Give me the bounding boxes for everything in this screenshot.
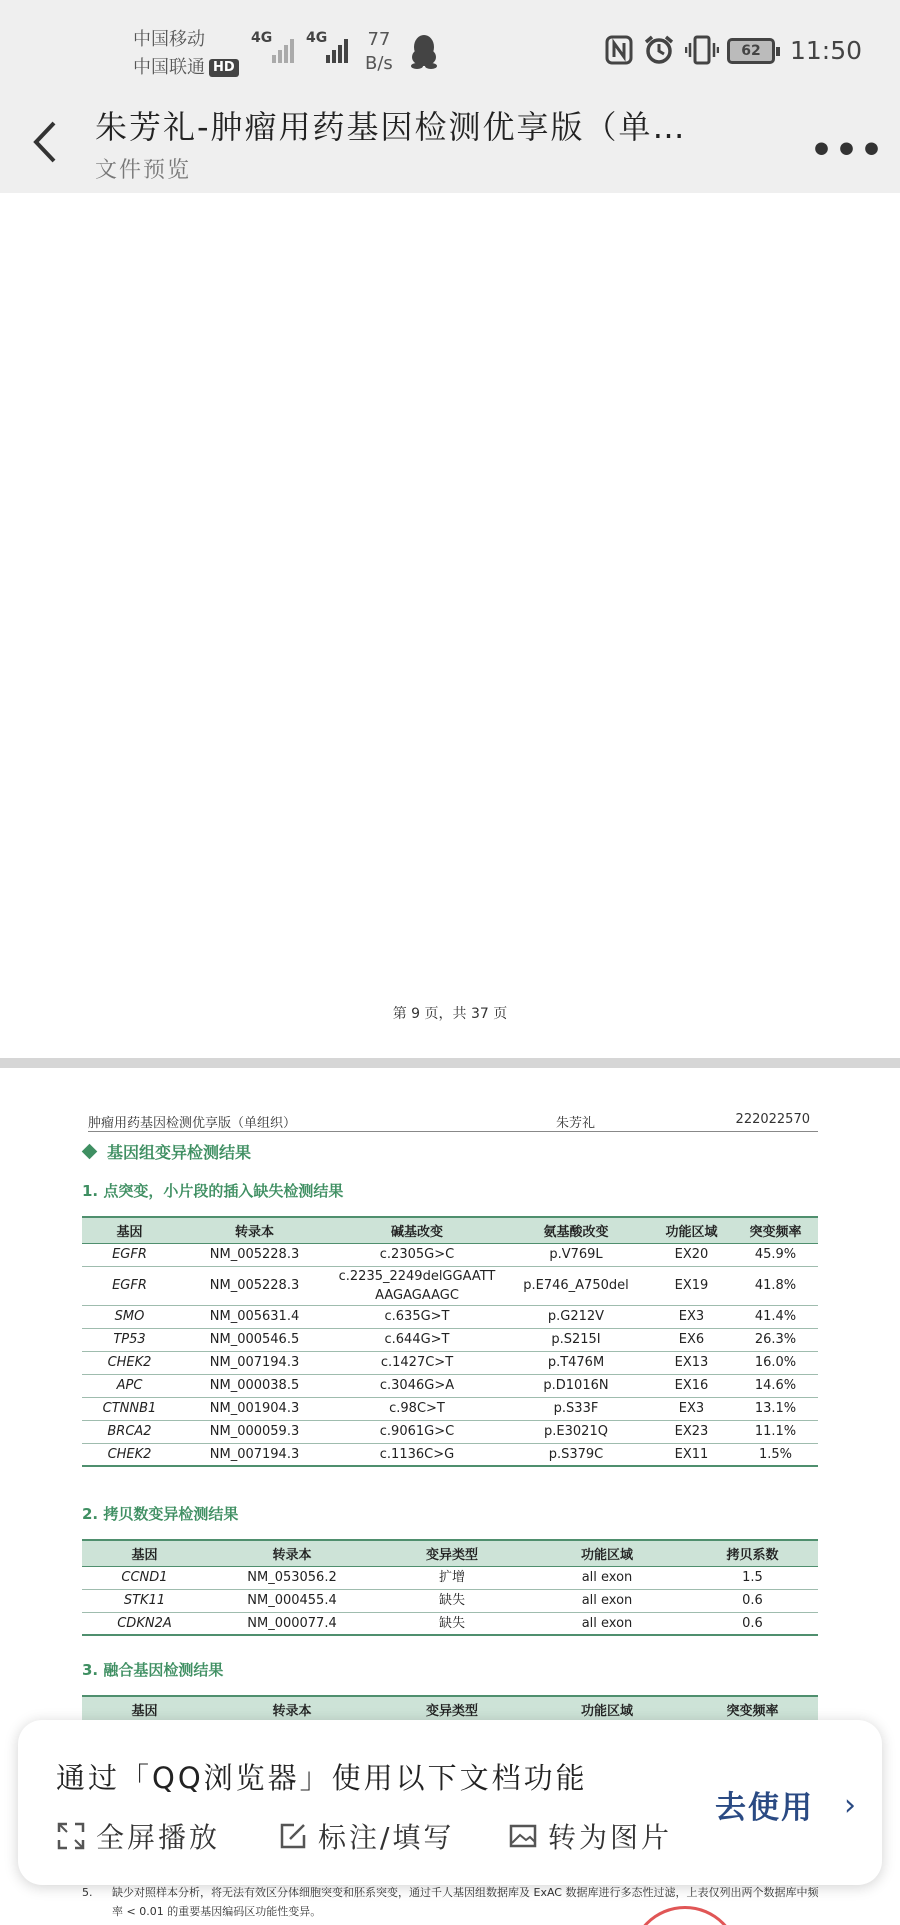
table-cell: NM_005228.3 bbox=[177, 1266, 332, 1305]
page-separator bbox=[0, 1058, 900, 1068]
column-header: 功能区域 bbox=[527, 1540, 687, 1566]
table-cell: c.2235_2249delGGAATT AAGAGAAGC bbox=[332, 1266, 502, 1305]
table-cell: c.1427C>T bbox=[332, 1351, 502, 1374]
gene-cell: CCND1 bbox=[82, 1566, 207, 1589]
table-cell: 0.6 bbox=[687, 1589, 818, 1612]
gene-cell: CTNNB1 bbox=[82, 1397, 177, 1420]
table-cell: 缺失 bbox=[377, 1589, 527, 1612]
fullscreen-icon bbox=[56, 1821, 86, 1851]
table-row bbox=[82, 1443, 818, 1466]
table-cell: p.V769L bbox=[502, 1243, 650, 1266]
column-header: 基因 bbox=[82, 1217, 177, 1243]
table-cell: p.S33F bbox=[502, 1397, 650, 1420]
image-icon bbox=[508, 1821, 538, 1851]
table-cell: p.S379C bbox=[502, 1443, 650, 1466]
carrier-1: 中国移动 bbox=[133, 29, 205, 50]
fusion-table bbox=[82, 1695, 818, 1723]
clock: 11:50 bbox=[790, 36, 863, 65]
table-cell: c.635G>T bbox=[332, 1305, 502, 1328]
gene-cell: SMO bbox=[82, 1305, 177, 1328]
speed-unit: B/s bbox=[365, 53, 393, 74]
battery-indicator: 62 bbox=[727, 38, 775, 64]
fusion-title: 3. 融合基因检测结果 bbox=[82, 1661, 224, 1679]
table-row bbox=[82, 1351, 818, 1374]
table-cell: 41.4% bbox=[733, 1305, 818, 1328]
table-row bbox=[82, 1420, 818, 1443]
footnote-text: 缺少对照样本分析，将无法有效区分体细胞突变和胚系突变，通过千人基因组数据库及 ExAC 数据库进行多态性过滤，上表仅列出两个数据库中频率 < 0.01 的重要基因编码区功能性变异。 bbox=[112, 1886, 819, 1918]
table-cell: 41.8% bbox=[733, 1266, 818, 1305]
gene-cell: APC bbox=[82, 1374, 177, 1397]
table-cell: NM_000038.5 bbox=[177, 1374, 332, 1397]
document-subtitle: 文件预览 bbox=[95, 158, 192, 183]
column-header: 转录本 bbox=[207, 1696, 377, 1722]
column-header: 拷贝系数 bbox=[687, 1540, 818, 1566]
back-arrow-icon[interactable] bbox=[28, 117, 64, 167]
table-cell: c.98C>T bbox=[332, 1397, 502, 1420]
table-cell: c.644G>T bbox=[332, 1328, 502, 1351]
qq-browser-banner[interactable] bbox=[18, 1720, 882, 1885]
table-cell: 扩增 bbox=[377, 1566, 527, 1589]
table-cell: EX3 bbox=[650, 1397, 733, 1420]
vibrate-icon bbox=[685, 34, 719, 66]
table-cell: EX13 bbox=[650, 1351, 733, 1374]
column-header: 突变频率 bbox=[733, 1217, 818, 1243]
table-header-row bbox=[82, 1540, 818, 1566]
table-cell: NM_007194.3 bbox=[177, 1443, 332, 1466]
gene-cell: EGFR bbox=[82, 1266, 177, 1305]
gene-cell: EGFR bbox=[82, 1243, 177, 1266]
table-row bbox=[82, 1566, 818, 1589]
fullscreen-play-label: 全屏播放 bbox=[96, 1821, 221, 1854]
table-cell: EX20 bbox=[650, 1243, 733, 1266]
doc-header-name: 朱芳礼 bbox=[556, 1116, 596, 1131]
annotate-fill-label: 标注/填写 bbox=[318, 1821, 455, 1854]
table-cell: p.G212V bbox=[502, 1305, 650, 1328]
table-row bbox=[82, 1328, 818, 1351]
column-header: 转录本 bbox=[177, 1217, 332, 1243]
column-header: 碱基改变 bbox=[332, 1217, 502, 1243]
gene-cell: BRCA2 bbox=[82, 1420, 177, 1443]
column-header: 突变频率 bbox=[687, 1696, 818, 1722]
table-row bbox=[82, 1305, 818, 1328]
diamond-bullet-icon bbox=[82, 1144, 98, 1160]
document-page bbox=[0, 193, 900, 1058]
table-cell: all exon bbox=[527, 1589, 687, 1612]
table-cell: EX16 bbox=[650, 1374, 733, 1397]
table-cell: NM_053056.2 bbox=[207, 1566, 377, 1589]
gene-cell: CHEK2 bbox=[82, 1351, 177, 1374]
table-cell: p.D1016N bbox=[502, 1374, 650, 1397]
section-title: 基因组变异检测结果 bbox=[82, 1140, 251, 1163]
column-header: 功能区域 bbox=[527, 1696, 687, 1722]
table-cell: NM_005631.4 bbox=[177, 1305, 332, 1328]
table-cell: p.T476M bbox=[502, 1351, 650, 1374]
table-cell: p.E746_A750del bbox=[502, 1266, 650, 1305]
table-row bbox=[82, 1266, 818, 1305]
nfc-icon bbox=[605, 35, 633, 65]
alarm-icon bbox=[643, 34, 675, 66]
table-cell: NM_001904.3 bbox=[177, 1397, 332, 1420]
table-row bbox=[82, 1374, 818, 1397]
table-cell: c.2305G>C bbox=[332, 1243, 502, 1266]
column-header: 氨基酸改变 bbox=[502, 1217, 650, 1243]
table-cell: EX6 bbox=[650, 1328, 733, 1351]
page-indicator: 第 9 页，共 37 页 bbox=[392, 1006, 508, 1022]
table-cell: NM_007194.3 bbox=[177, 1351, 332, 1374]
point-mutation-table bbox=[82, 1216, 818, 1467]
copy-number-title: 2. 拷贝数变异检测结果 bbox=[82, 1505, 239, 1523]
table-cell: 11.1% bbox=[733, 1420, 818, 1443]
point-mutation-title: 1. 点突变，小片段的插入缺失检测结果 bbox=[82, 1182, 344, 1200]
table-cell: all exon bbox=[527, 1566, 687, 1589]
signal-icon bbox=[272, 33, 294, 63]
carrier-2: 中国联通 bbox=[133, 57, 205, 78]
table-row bbox=[82, 1612, 818, 1635]
gene-cell: CDKN2A bbox=[82, 1612, 207, 1635]
gene-cell: CHEK2 bbox=[82, 1443, 177, 1466]
table-header-row bbox=[82, 1696, 818, 1722]
doc-running-header bbox=[88, 1112, 818, 1132]
table-cell: all exon bbox=[527, 1612, 687, 1635]
table-cell: c.1136C>G bbox=[332, 1443, 502, 1466]
qq-penguin-icon bbox=[410, 33, 438, 69]
fullscreen-play-button[interactable] bbox=[56, 1816, 220, 1856]
carrier-info bbox=[133, 26, 239, 82]
document-title: 朱芳礼-肿瘤用药基因检测优享版（单… bbox=[95, 108, 687, 146]
gene-cell: STK11 bbox=[82, 1589, 207, 1612]
footnote-number: 5. bbox=[82, 1886, 93, 1899]
table-cell: 1.5% bbox=[733, 1443, 818, 1466]
table-cell: 14.6% bbox=[733, 1374, 818, 1397]
doc-header-title: 肿瘤用药基因检测优享版（单组织） bbox=[88, 1116, 297, 1131]
column-header: 变异类型 bbox=[377, 1696, 527, 1722]
doc-header-id: 222022570 bbox=[735, 1112, 810, 1127]
table-cell: 0.6 bbox=[687, 1612, 818, 1635]
table-header-row bbox=[82, 1217, 818, 1243]
table-cell: 13.1% bbox=[733, 1397, 818, 1420]
table-cell: 45.9% bbox=[733, 1243, 818, 1266]
table-row bbox=[82, 1243, 818, 1266]
app-header bbox=[0, 95, 900, 193]
network-speed bbox=[365, 28, 393, 76]
table-cell: EX3 bbox=[650, 1305, 733, 1328]
column-header: 基因 bbox=[82, 1540, 207, 1566]
annotate-fill-button[interactable] bbox=[278, 1816, 454, 1856]
table-row bbox=[82, 1589, 818, 1612]
system-icons bbox=[605, 34, 719, 66]
hd-badge: HD bbox=[209, 59, 239, 77]
convert-to-image-button[interactable] bbox=[508, 1816, 672, 1856]
table-cell: 1.5 bbox=[687, 1566, 818, 1589]
network-type-2: 4G bbox=[306, 30, 328, 46]
column-header: 基因 bbox=[82, 1696, 207, 1722]
table-cell: 16.0% bbox=[733, 1351, 818, 1374]
column-header: 功能区域 bbox=[650, 1217, 733, 1243]
table-cell: EX19 bbox=[650, 1266, 733, 1305]
column-header: 变异类型 bbox=[377, 1540, 527, 1566]
table-cell: 缺失 bbox=[377, 1612, 527, 1635]
table-cell: p.S215I bbox=[502, 1328, 650, 1351]
table-row bbox=[82, 1397, 818, 1420]
table-cell: c.9061G>C bbox=[332, 1420, 502, 1443]
table-cell: c.3046G>A bbox=[332, 1374, 502, 1397]
more-icon[interactable]: ••• bbox=[810, 130, 886, 171]
table-cell: NM_000059.3 bbox=[177, 1420, 332, 1443]
column-header: 转录本 bbox=[207, 1540, 377, 1566]
table-cell: NM_000077.4 bbox=[207, 1612, 377, 1635]
edit-icon bbox=[278, 1821, 308, 1851]
chevron-right-icon[interactable]: › bbox=[844, 1788, 856, 1823]
signal-icon bbox=[326, 33, 348, 63]
go-use-button[interactable]: 去使用 bbox=[715, 1790, 814, 1826]
banner-title: 通过「QQ浏览器」使用以下文档功能 bbox=[56, 1761, 588, 1795]
copy-number-table bbox=[82, 1539, 818, 1636]
table-cell: p.E3021Q bbox=[502, 1420, 650, 1443]
table-cell: NM_005228.3 bbox=[177, 1243, 332, 1266]
table-cell: EX11 bbox=[650, 1443, 733, 1466]
status-bar bbox=[0, 0, 900, 95]
table-cell: NM_000455.4 bbox=[207, 1589, 377, 1612]
network-type-1: 4G bbox=[251, 30, 273, 46]
table-cell: NM_000546.5 bbox=[177, 1328, 332, 1351]
table-cell: EX23 bbox=[650, 1420, 733, 1443]
speed-value: 77 bbox=[367, 29, 391, 50]
convert-to-image-label: 转为图片 bbox=[548, 1821, 673, 1854]
gene-cell: TP53 bbox=[82, 1328, 177, 1351]
table-cell: 26.3% bbox=[733, 1328, 818, 1351]
